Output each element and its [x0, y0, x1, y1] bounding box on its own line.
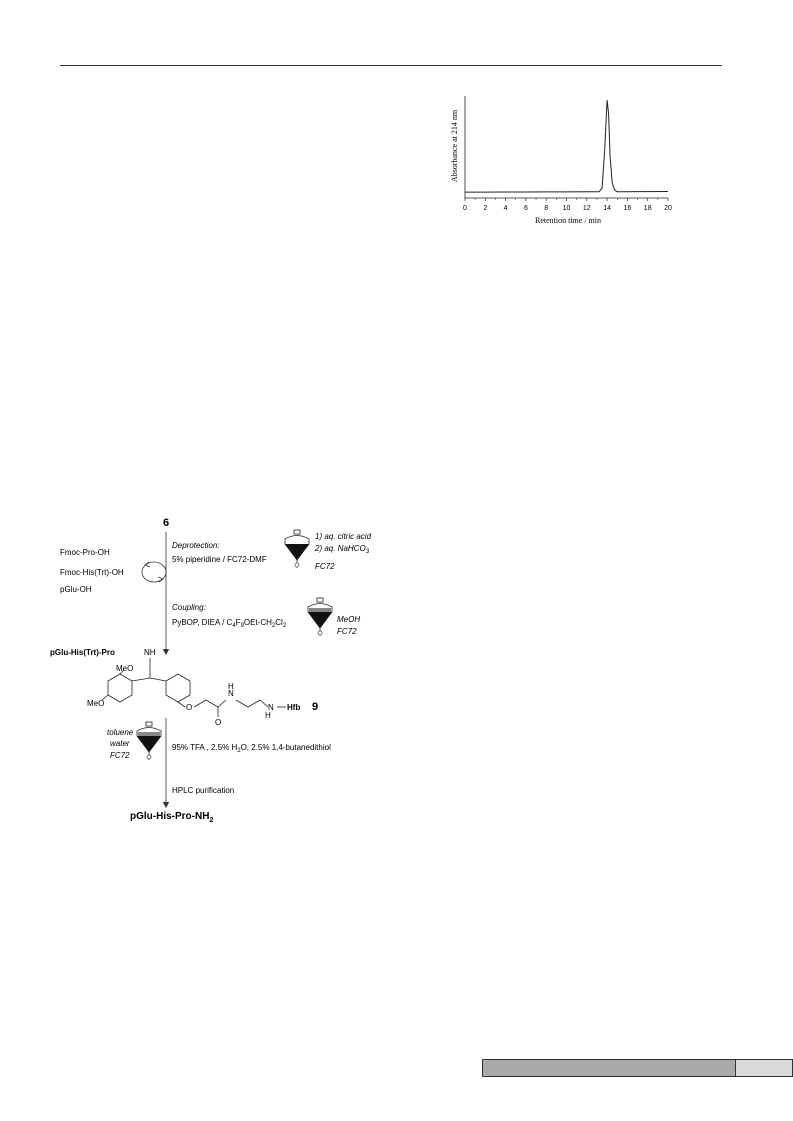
deprotection-title: Deprotection: — [172, 541, 220, 550]
cleavage-reagents: 95% TFA , 2.5% $H_2O$, 2.5% 1,4-butanedithiol — [172, 743, 331, 754]
funnel3-line1: toluene — [107, 728, 134, 737]
cycle-reagent-3: pGlu-OH — [60, 585, 92, 594]
amide-n-label: N — [228, 689, 234, 698]
x-tick-label: 16 — [623, 205, 632, 212]
coupling-title: Coupling: — [172, 603, 206, 612]
cycle-reagent-1: Fmoc-Pro-OH — [60, 548, 110, 557]
x-tick-label: 20 — [664, 205, 672, 212]
x-tick-label: 8 — [544, 205, 549, 212]
chart-ticks — [463, 198, 672, 212]
synthesis-scheme — [50, 510, 390, 830]
x-tick-label: 0 — [463, 205, 467, 212]
x-tick-label: 2 — [483, 205, 488, 212]
header-rule — [60, 65, 722, 66]
y-axis-label: Absorbance at 214 nm — [450, 109, 459, 183]
funnel3-line2: water — [110, 739, 130, 748]
separatory-funnel-2-icon — [308, 598, 332, 636]
hplc-chromatogram — [440, 88, 680, 238]
final-product: pGlu-$His-Pro-NH_2$ — [130, 811, 214, 824]
footer-page-cell — [736, 1059, 793, 1077]
chart-svg — [440, 88, 680, 238]
hfb-label: Hfb — [287, 703, 301, 712]
compound-6-label: 6 — [162, 517, 170, 529]
chromatogram-trace — [465, 100, 668, 192]
ether-o-label: O — [186, 703, 193, 712]
x-tick-label: 6 — [523, 205, 528, 212]
deprotection-reagent: 5% piperidine / FC72-DMF — [172, 555, 267, 564]
x-tick-label: 4 — [503, 205, 508, 212]
amine-h-label: H — [265, 711, 271, 720]
coupling-reagents: PyBOP, DIEA / $C_4F_9OEt-CH_2Cl_2$ — [172, 618, 287, 629]
meo-top-label: MeO — [116, 664, 134, 673]
x-tick-label: 14 — [603, 205, 611, 212]
funnel1-line2: 2) aq. NaHCO$_3$ — [315, 544, 370, 555]
cycle-reagent-2: Fmoc-His(Trt)-OH — [60, 568, 124, 577]
recycle-loop-icon — [142, 562, 166, 582]
x-tick-label: 12 — [582, 205, 591, 212]
chart-axes — [465, 96, 668, 198]
funnel1-line1: 1) aq. citric acid — [315, 532, 372, 541]
separatory-funnel-1-icon — [285, 530, 309, 568]
nh-label: NH — [144, 648, 156, 657]
x-axis-label: Retention time / min — [535, 216, 601, 225]
carbonyl-o-label: O — [215, 718, 222, 727]
funnel3-line3: FC72 — [110, 751, 130, 760]
funnel2-line2: FC72 — [337, 627, 357, 636]
funnel1-line3: FC72 — [315, 562, 335, 571]
peptide-label: pGlu-His(Trt)-Pro — [50, 648, 115, 657]
amine-n-label: N — [268, 703, 274, 712]
purification-step: HPLC purification — [172, 786, 235, 795]
meo-left-label: MeO — [87, 699, 105, 708]
scheme-svg — [50, 510, 390, 830]
separatory-funnel-3-icon — [137, 722, 161, 760]
x-tick-label: 18 — [643, 205, 652, 212]
footer-bar — [482, 1059, 736, 1077]
compound-9-label: 9 — [312, 701, 319, 713]
x-tick-label: 10 — [562, 205, 571, 212]
amide-h-label: H — [228, 682, 234, 691]
funnel2-line1: MeOH — [337, 615, 361, 624]
